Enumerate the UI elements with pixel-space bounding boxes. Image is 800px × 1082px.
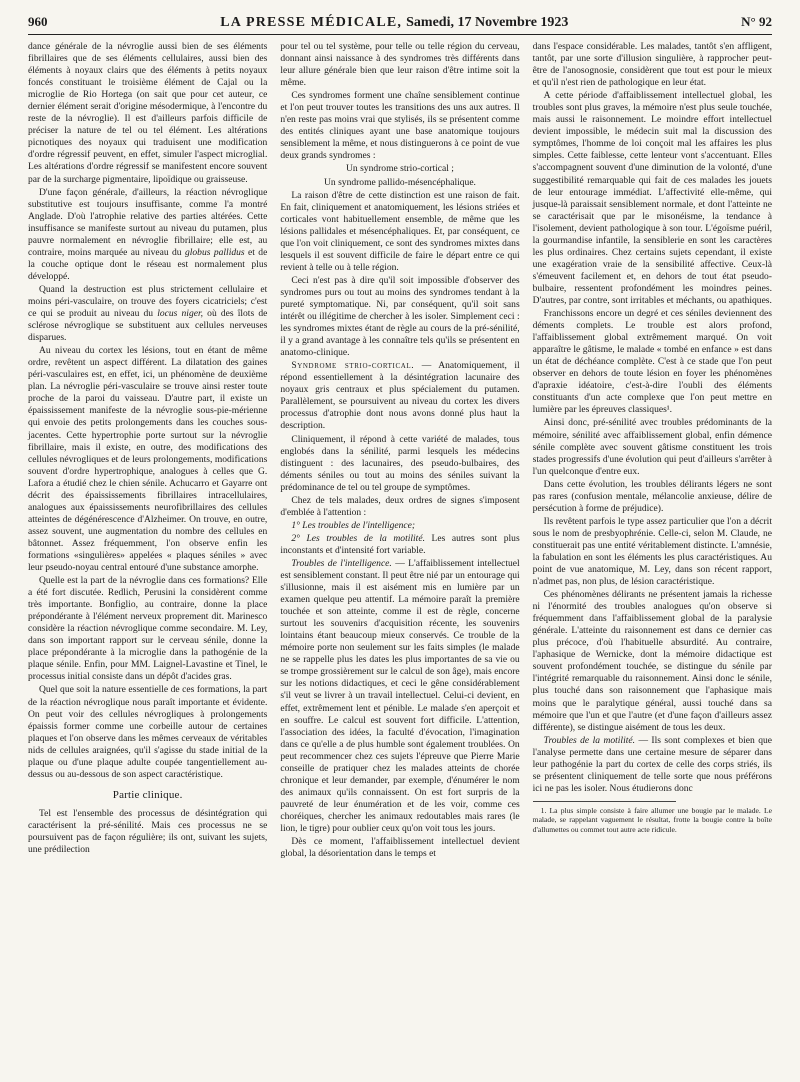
- paragraph: Troubles de la motilité. — Ils sont complexes et bien que l'analyse permette dans une certaine mesure de séparer dans leur pathogénie la part du cortex de celle des corps striés, ils se présentent cliniquement de telle sorte que nous préférons ici ne pas les isoler. Nous étudierons donc: [532, 734, 772, 794]
- paragraph: dance générale de la névroglie aussi bien de ses éléments fibrillaires que de ses éléments cellulaires, aussi bien des éléments à noyaux clairs que des éléments à petits noyaux foncés constituant le troisième élément de Cajal ou la microglie de Rio Hortega (on sait que pour cet auteur, ce dernier élément serait d'origine mésodermique, à l'encontre du reste de la névroglie). Il est d'ailleurs parfois difficile de préciser la nature de tel ou tel élément. Les altérations picnotiques des noyaux qui traduisent une modification d'ordre régressif peuvent, en effet, simuler l'aspect microglial. Les altérations d'ordre régressif se manifestent encore souvent par de la surcharge pigmentaire, lipoïdique ou graisseuse.: [28, 41, 268, 185]
- paragraph: Tel est l'ensemble des processus de désintégration qui caractérisent la pré-sénilité. Mais ces processus ne se poursuivent pas de façon régulière; ils ont, suivant les sujets, une prédilection: [28, 807, 268, 856]
- column-3: [533, 41, 772, 861]
- paragraph: Ainsi donc, pré-sénilité avec troubles prédominants de la mémoire, sénilité avec affaiblissement global, enfin démence sénile complète avec souvent gâtisme constituent les trois stades progressifs d'une évolution qui peut d'ailleurs s'arrêter à l'un quelconque d'entre eux.: [532, 417, 772, 477]
- paragraph: Dès ce moment, l'affaiblissement intellectuel devient global, la désorientation dans le temps et: [280, 836, 520, 860]
- issue-number: N° 92: [741, 14, 772, 29]
- syndrome-item: Un syndrome pallido-mésencéphalique.: [324, 176, 476, 188]
- page-header: [28, 14, 772, 35]
- paragraph: dans l'espace considérable. Les malades, tantôt s'en affligent, tantôt, par une sorte d'illusion singulière, à rapprocher peut-être de l'anosognosie, considèrent que tout est pour le mieux et qu'il n'est rien de pathologique en leur état.: [532, 41, 772, 89]
- paragraph: Ces syndromes forment une chaîne sensiblement continue et l'on peut trouver toutes les transitions des uns aux autres. Il n'en reste pas moins vrai que stylisés, ils se présentent comme des entités cliniques ayant une base anatomique toujours sensiblement la même, et nous distinguerons à ce point de vue deux grands syndromes :: [280, 90, 520, 162]
- paragraph: Ceci n'est pas à dire qu'il soit impossible d'observer des syndromes purs ou tout au moins des syndromes tendant à la pureté symptomatique. Ni, par conséquent, qu'il soit sans intérêt ou illégitime de chercher à les isoler. Simplement ceci : les syndromes mixtes étant de règle au cours de la pré-sénilité, il y a grand avantage à les connaître tels qu'ils se présentent en anatomo-clinique.: [280, 274, 520, 359]
- paragraph: Chez de tels malades, deux ordres de signes s'imposent d'emblée à l'attention :: [280, 494, 520, 518]
- paragraph: Quand la destruction est plus strictement cellulaire et moins péri-vasculaire, on trouve des foyers cicatriciels; c'est ce qui se produit au niveau du locus niger, où des îlots de sclérose névroglique se substituent aux cellules nerveuses disparues.: [28, 283, 268, 344]
- journal-masthead: [220, 15, 568, 31]
- subsection-heading: Syndrome strio-cortical.: [291, 360, 415, 372]
- paragraph: La raison d'être de cette distinction est une raison de fait. En fait, cliniquement et anatomiquement, les lésions striées et corticales vont habituellement ensemble, de même que les lésions pallidales et mésencéphaliques. Et, par conséquent, ce que l'on voit cliniquement, ce sont des syndromes mixtes dans lesquels il est souvent difficile de faire le départ entre ce qui revient à telle ou à telle région.: [280, 189, 520, 273]
- paragraph: Syndrome strio-cortical. — Anatomiquement, il répond essentiellement à la désintégration lacunaire des noyaux gris centraux et plus spécialement du putamen. Parallèlement, se poursuivent au niveau du cortex les divers processus d'atrophie dont nous avons donné plus haut la description.: [280, 360, 520, 432]
- paragraph: D'une façon générale, d'ailleurs, la réaction névroglique substitutive est toujours insuffisante, comme l'a montré Anglade. D'où l'atrophie relative des parties altérées. Cette insuffisance se manifeste surtout au niveau du putamen, plus pauvre normalement en névroglie fibrillaire; elle est, au contraire, moins marquée au niveau du globus pallidus et de la couche optique dont le réseau est normalement plus développé.: [28, 186, 268, 282]
- paragraph: Quel que soit la nature essentielle de ces formations, la part de la réaction névroglique nous paraît importante et évidente. On peut voir des cellules névrogliques à prolongements épaissis former comme une corbeille autour de certaines plaques et l'on observe dans les mêmes cerveaux de véritables nids de cellules araignées, qu'il s'agisse du stade initial de la plaque ou d'une plaque adulte coupée tangentiellement au-dessus ou au-dessous de son aspect caractéristique.: [28, 684, 268, 780]
- paragraph: Dans cette évolution, les troubles délirants légers ne sont pas rares (confusion mentale, mélancolie anxieuse, délire de persécution à forme de préjudice).: [532, 478, 772, 514]
- page-number: 960: [28, 14, 48, 29]
- paragraph: Franchissons encore un degré et ces séniles deviennent des déments complets. Le trouble est alors profond, l'affaiblissement global extrêmement marqué. On voit apparaître le gâtisme, le malade « tombé en enfance » est dans un état de déchéance complète. C'est à ce stade que l'on peut observer en dehors de toute lésion en foyer les phénomènes d'apraxie idéatoire, c'est-à-dire l'oubli des éléments constituants d'un acte complexe que l'on peut mettre en lumière par les épreuves classiques¹.: [532, 308, 772, 416]
- column-2: [280, 41, 519, 861]
- subsection-heading: Troubles de la motilité.: [543, 734, 636, 746]
- paragraph: Au niveau du cortex les lésions, tout en étant de même ordre, revêtent un aspect différent. La dilatation des gaines péri-vasculaires est, en effet, ici, un phénomène de deuxième plan. La névroglie péri-vasculaire se trouve ainsi rester toute proche de la paroi du vaisseau. D'autre part, il existe un épaississement manifeste de la névroglie sous-pie-mérienne qui envoie des petits prolongements dans les couches sous-jacentes. Cette hypertrophie porte surtout sur la névroglie fibrillaire, mais il existe, en outre, des modifications des cellules névrogliques et de leurs prolongements, modifications souvent d'ordre hypertrophique, analogues à celles que G. Lafora a étudié chez le chien sénile. Achucarro et Gayarre ont décrit des épaississements fibrillaires intracellulaires, analogues aux épaississements neurofibrillaires des cellules atteintes de dégénérescence d'Alzheimer. On trouve, en outre, assez souvent, une augmentation du nombre des cellules en bâtonnet. Assez fréquemment, l'on observe enfin les formations «singulières» appelées « plaques séniles » avec leur pseudo-noyau central entouré d'une substance amorphe.: [28, 345, 268, 574]
- paragraph: A cette période d'affaiblissement intellectuel global, les troubles sont plus graves, la mémoire n'est plus seule touchée, mais aussi le raisonnement. Le moindre effort intellectuel devient impossible, le médecin suit mal la discussion des symptômes, l'homme de loi conçoit mal les affaires les plus simples. Cette faiblesse, cette lenteur vont s'accentuant. Elles s'accompagnent souvent d'une diminution de la volonté, d'une suggestibilité remarquable qui fait de ces malades les jouets de leur entourage immédiat. L'affectivité elle-même, qui jusque-là paraissait sensiblement normale, et dont l'atteinte ne se caractérisait que par le misonéisme, la tendance à l'isolement, devient pathologique à son tour. L'égoïsme puéril, la gourmandise infantile, la sensiblerie en sont les caractères les plus ordinaires. Chez certains sujets cependant, il existe une exagération vraie de la sensibilité affective. Ceux-là s'émeuvent facilement et, en dehors de tout état pseudo-bulbaire, ressentent profondément les moindres peines. D'autres, par contre, sont irritables et méchants, ou apathiques.: [532, 90, 772, 306]
- paragraph: pour tel ou tel système, pour telle ou telle région du cerveau, donnant ainsi naissance à des syndromes très différents dans leur allure générale bien que leur raison d'être intime soit la même.: [280, 41, 520, 89]
- footnote-divider: [533, 801, 677, 802]
- subsection-heading: Troubles de l'intelligence.: [291, 557, 392, 569]
- paragraph: Quelle est la part de la névroglie dans ces formations? Elle a été fort discutée. Redlich, Perusini la considèrent comme très importante. Bonfiglio, au contraire, donne la place prépondérante à l'élément nerveux proprement dit. Marinesco considère la réaction névroglique comme secondaire. M. Ley, dans son important rapport sur le cerveau sénile, donne la place prépondérante à la microglie dans la pathogénie de la plaque sénile. Enfin, pour MM. Laignel-Lavastine et Tinel, le processus initial consiste dans un dépôt d'acides gras.: [28, 575, 268, 683]
- paragraph: Ces phénomènes délirants ne présentent jamais la richesse ni l'énormité des troubles analogues qu'on observe si fréquemment dans l'affaiblissement global de la paralysie générale. L'atteinte du raisonnement est dans ce dernier cas plus précoce, d'où l'habituelle absurdité. Au contraire, l'aphasique de Wernicke, dont la mémoire didactique est souvent profondément touchée, se distingue du sénile par l'intégrité remarquable du raisonnement. Ainsi donc le sénile, plus touché dans son raisonnement que l'aphasique mais moins que le paralytique général, aussi touché dans sa mémoire que l'un et que l'autre (et d'une façon d'ailleurs assez différente), se distingue aisément de tous les deux.: [532, 589, 772, 733]
- footnote: 1. La plus simple consiste à faire allumer une bougie par le malade. Le malade, se rappelant vaguement le résultat, frotte la bougie contre la boîte d'allumettes ou commet tout autre acte ridicule.: [532, 805, 772, 834]
- paragraph: Troubles de l'intelligence. — L'affaiblissement intellectuel est sensiblement constant. Il peut être nié par un entourage qui s'illusionne, mais il est aisément mis en lumière par un examen quelque peu attentif. La mémoire paraît la première touchée et son atteinte, comme il est de règle, concerne surtout les souvenirs d'acquisition récente, les souvenirs lointains étant beaucoup mieux conservés. Ce trouble de la mémoire porte non seulement sur les faits simples (le malade ne se rappelle plus les dates les plus importantes de sa vie ou se trompe grossièrement sur le calcul de son âge), mais encore sur les notions didactiques, et ceci le gêne considérablement s'il veut se livrer à un travail intellectuel. Celui-ci devient, en effet, extrêmement lent et pénible. Le malade s'en aperçoit et en souffre. Le calcul est souvent fort difficile. L'attention, l'association des idées, la faculté d'évocation, l'imagination dans ce qu'elle a de plus humble sont également troublées. On peut recommencer chez ces sujets l'épreuve que Pierre Marie conseille de pratiquer chez les malades atteints de chorée chronique et leur demander, par exemple, d'énumérer le nom des animaux qu'ils connaissent. On est fort surpris de la pauvreté de leur énumération et de les voir, comme ces choréiques, chercher les animaux redoutables mais rares (le lion, le tigre) pour oublier ceux qu'on voit tous les jours.: [280, 557, 520, 834]
- issue-date: Samedi, 17 Novembre 1923: [406, 15, 569, 30]
- list-item: 1° Les troubles de l'intelligence;: [291, 519, 416, 531]
- list-item: 2° Les troubles de la motilité. Les autres sont plus inconstants et d'intensité fort variable.: [280, 532, 520, 556]
- article-columns: [20, 41, 780, 861]
- journal-title: LA PRESSE MÉDICALE,: [220, 15, 403, 30]
- paragraph: Ils revêtent parfois le type assez particulier que l'on a décrit sous le nom de presbyophrénie. Celle-ci, selon M. Claude, ne constituerait pas une entité véritablement distincte. L'amnésie, la fabulation en sont les éléments les plus caractéristiques. Au point de vue anatomique, M. Ley, dans son récent rapport, n'admet pas, non plus, de lésion caractéristique.: [532, 515, 772, 588]
- column-1: [28, 41, 267, 861]
- section-title: Partie clinique.: [112, 788, 183, 801]
- syndrome-item: Un syndrome strio-cortical ;: [346, 163, 454, 175]
- paragraph: Cliniquement, il répond à cette variété de malades, tous englobés dans la sénilité, parmi lesquels les médecins distinguent : des lacunaires, des pseudo-bulbaires, des déments séniles ou tout au moins des séniles suivant la prédominance de tel ou tel groupe de symptômes.: [280, 433, 520, 493]
